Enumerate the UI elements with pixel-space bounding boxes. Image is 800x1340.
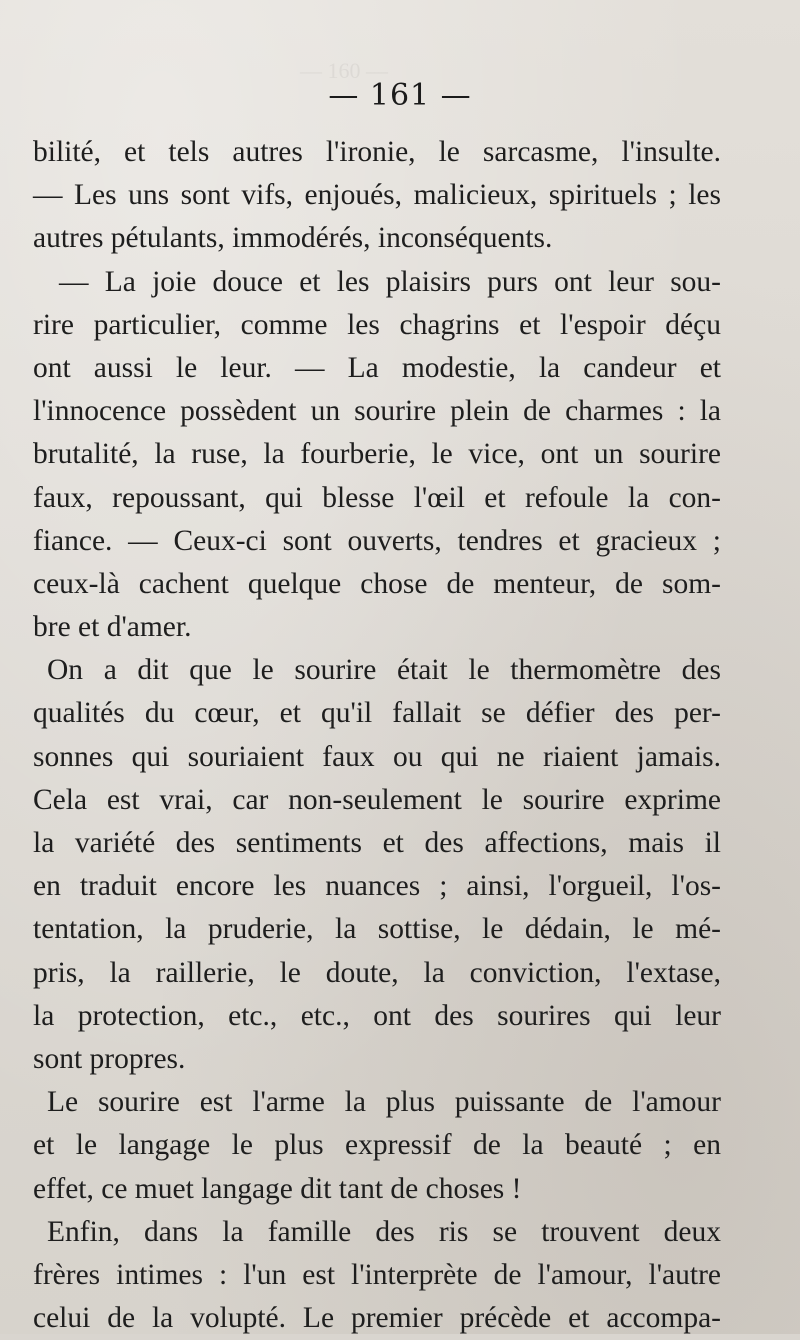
text-line: qualités du cœur, et qu'il fallait se défier des per- [33, 697, 721, 730]
body-text [33, 131, 721, 1340]
text-line: la variété des sentiments et des affections, mais il [33, 827, 721, 859]
text-line: rire particulier, comme les chagrins et l'espoir déçu [33, 308, 721, 341]
text-line: sonnes qui souriaient faux ou qui ne riaient jamais. [33, 740, 721, 773]
text-line: ceux-là cachent quelque chose de menteur, de som- [33, 567, 721, 600]
text-line: en traduit encore les nuances ; ainsi, l'orgueil, l'os- [33, 870, 721, 903]
text-line: et le langage le plus expressif de la beauté ; en [33, 1129, 721, 1162]
text-line: frères intimes : l'un est l'interprète de l'amour, l'autre [33, 1258, 721, 1291]
text-line: autres pétulants, immodérés, inconséquents. [33, 222, 553, 255]
page-number: — 161 — [328, 78, 472, 113]
text-line: On a dit que le sourire était le thermomètre des [47, 654, 721, 687]
text-line: pris, la raillerie, le doute, la conviction, l'extase, [33, 956, 721, 989]
text-line: tentation, la pruderie, la sottise, le dédain, le mé- [33, 913, 721, 946]
text-line: bilité, et tels autres l'ironie, le sarcasme, l'insulte. [33, 136, 721, 168]
text-line: sont propres. [33, 1042, 186, 1075]
text-line: brutalité, la ruse, la fourberie, le vice, ont un sourire [33, 438, 721, 471]
text-line: ont aussi le leur. — La modestie, la candeur et [33, 351, 721, 384]
text-line: Enfin, dans la famille des ris se trouvent deux [47, 1215, 721, 1248]
text-line: bre et d'amer. [33, 611, 192, 644]
text-line: Le sourire est l'arme la plus puissante de l'amour [47, 1086, 721, 1119]
text-line: — Les uns sont vifs, enjoués, malicieux, spirituels ; les [33, 179, 721, 212]
text-line: celui de la volupté. Le premier précède et accompa- [33, 1302, 721, 1335]
text-line: — La joie douce et les plaisirs purs ont leur sou- [59, 265, 721, 298]
text-line: faux, repoussant, qui blesse l'œil et refoule la con- [33, 481, 721, 514]
text-line: la protection, etc., etc., ont des sourires qui leur [33, 999, 721, 1032]
bleed-through-text: — 160 — [300, 58, 388, 83]
text-line: l'innocence possèdent un sourire plein de charmes : la [33, 395, 721, 428]
text-line: Cela est vrai, car non-seulement le sourire exprime [33, 783, 721, 816]
text-line: fiance. — Ceux-ci sont ouverts, tendres et gracieux ; [33, 524, 721, 557]
text-line: effet, ce muet langage dit tant de choses ! [33, 1172, 522, 1205]
